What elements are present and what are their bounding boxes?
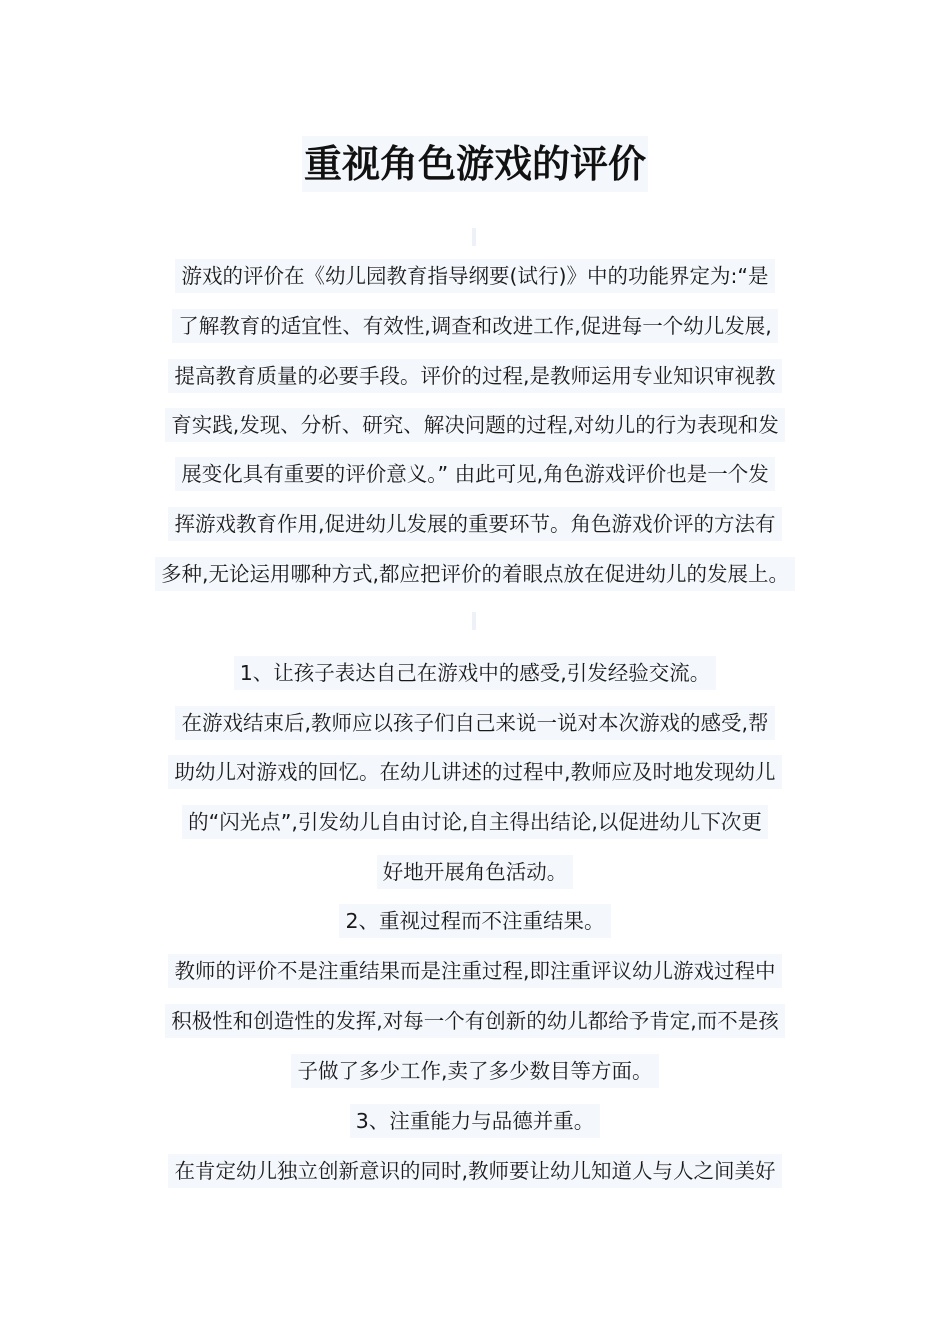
title-wrapper bbox=[0, 136, 950, 192]
paragraph-line bbox=[0, 1004, 950, 1038]
line-text: 子做了多少工作,卖了多少数目等方面。 bbox=[291, 1054, 658, 1088]
spacer-mark bbox=[472, 228, 476, 246]
paragraph-line bbox=[0, 507, 950, 541]
line-text: 好地开展角色活动。 bbox=[377, 855, 574, 889]
line-text: 在肯定幼儿独立创新意识的同时,教师要让幼儿知道人与人之间美好 bbox=[168, 1154, 781, 1188]
section-heading bbox=[0, 656, 950, 690]
paragraph-line bbox=[0, 954, 950, 988]
paragraph-line bbox=[0, 309, 950, 343]
paragraph-line bbox=[0, 855, 950, 889]
line-text: 3、注重能力与品德并重。 bbox=[350, 1104, 601, 1138]
line-text: 在游戏结束后,教师应以孩子们自己来说一说对本次游戏的感受,帮 bbox=[175, 706, 774, 740]
paragraph-line bbox=[0, 359, 950, 393]
line-text: 了解教育的适宜性、有效性,调查和改进工作,促进每一个幼儿发展, bbox=[172, 309, 778, 343]
line-text: 教师的评价不是注重结果而是注重过程,即注重评议幼儿游戏过程中 bbox=[168, 954, 781, 988]
line-text: 积极性和创造性的发挥,对每一个有创新的幼儿都给予肯定,而不是孩 bbox=[165, 1004, 785, 1038]
line-text: 挥游戏教育作用,促进幼儿发展的重要环节。角色游戏价评的方法有 bbox=[168, 507, 781, 541]
paragraph-line bbox=[0, 805, 950, 839]
paragraph-line bbox=[0, 1154, 950, 1188]
paragraph-line bbox=[0, 706, 950, 740]
line-text: 展变化具有重要的评价意义。” 由此可见,角色游戏评价也是一个发 bbox=[175, 457, 774, 491]
paragraph-line bbox=[0, 557, 950, 591]
paragraph-line bbox=[0, 408, 950, 442]
line-text: 的“闪光点”,引发幼儿自由讨论,自主得出结论,以促进幼儿下次更 bbox=[182, 805, 768, 839]
paragraph-line bbox=[0, 259, 950, 293]
paragraph-line bbox=[0, 755, 950, 789]
spacer-mark bbox=[472, 612, 476, 630]
line-text: 1、让孩子表达自己在游戏中的感受,引发经验交流。 bbox=[234, 656, 717, 690]
line-text: 助幼儿对游戏的回忆。在幼儿讲述的过程中,教师应及时地发现幼儿 bbox=[168, 755, 781, 789]
paragraph-line bbox=[0, 457, 950, 491]
section-heading bbox=[0, 1104, 950, 1138]
line-text: 育实践,发现、分析、研究、解决问题的过程,对幼儿的行为表现和发 bbox=[165, 408, 785, 442]
line-text: 提高教育质量的必要手段。评价的过程,是教师运用专业知识审视教 bbox=[168, 359, 781, 393]
section-heading bbox=[0, 904, 950, 938]
document-title: 重视角色游戏的评价 bbox=[302, 136, 648, 192]
paragraph-line bbox=[0, 1054, 950, 1088]
line-text: 2、重视过程而不注重结果。 bbox=[339, 904, 610, 938]
line-text: 游戏的评价在《幼儿园教育指导纲要(试行)》中的功能界定为:“是 bbox=[175, 259, 774, 293]
line-text: 多种,无论运用哪种方式,都应把评价的着眼点放在促进幼儿的发展上。 bbox=[155, 557, 795, 591]
